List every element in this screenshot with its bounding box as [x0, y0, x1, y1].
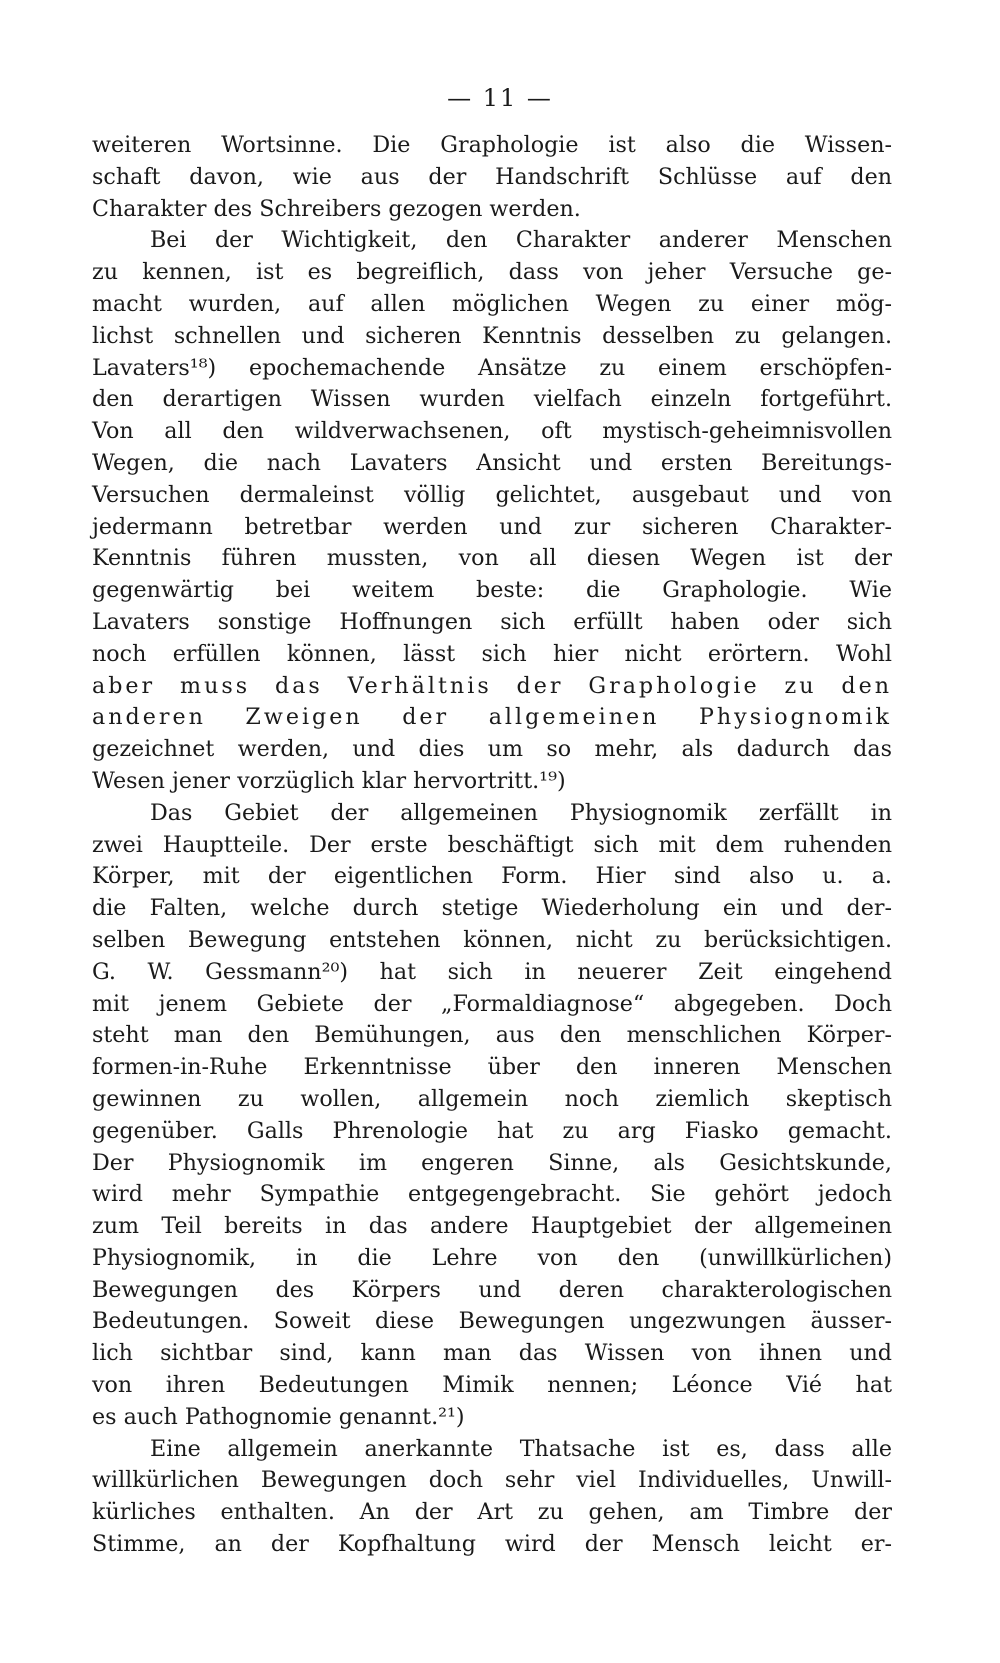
text-line: Der Physiognomik im engeren Sinne, als Gesichtskunde, — [92, 1149, 892, 1176]
text-line: mit jenem Gebiete der „Formaldiagnose“ abgegeben. Doch — [92, 990, 892, 1017]
text-line: steht man den Bemühungen, aus den menschlichen Körper- — [92, 1022, 892, 1049]
text-line: Lavaters¹⁸) epochemachende Ansätze zu einem erschöpfen- — [92, 354, 892, 381]
text-line: zu kennen, ist es begreiflich, dass von jeher Versuche ge- — [92, 259, 892, 286]
text-line: Bedeutungen. Soweit diese Bewegungen ungezwungen äusser- — [92, 1308, 892, 1335]
text-line: macht wurden, auf allen möglichen Wegen zu einer mög- — [92, 290, 892, 317]
text-line: die Falten, welche durch stetige Wiederholung ein und der- — [92, 895, 892, 922]
text-line: gezeichnet werden, und dies um so mehr, als dadurch das — [92, 736, 892, 763]
text-line: lich sichtbar sind, kann man das Wissen von ihnen und — [92, 1340, 892, 1367]
text-line: Bewegungen des Körpers und deren charakterologischen — [92, 1276, 892, 1303]
text-line: zwei Hauptteile. Der erste beschäftigt sich mit dem ruhenden — [92, 831, 892, 858]
text-line: den derartigen Wissen wurden vielfach einzeln fortgeführt. — [92, 386, 892, 413]
text-line: Körper, mit der eigentlichen Form. Hier sind also u. a. — [92, 863, 892, 890]
text-line: weiteren Wortsinne. Die Graphologie ist also die Wissen- — [92, 132, 892, 158]
text-line: formen-in-Ruhe Erkenntnisse über den inneren Menschen — [92, 1054, 892, 1081]
text-line: wird mehr Sympathie entgegengebracht. Sie gehört jedoch — [92, 1181, 892, 1208]
text-line: gegenüber. Galls Phrenologie hat zu arg Fiasko gemacht. — [92, 1117, 892, 1144]
text-line: Physiognomik, in die Lehre von den (unwillkürlichen) — [92, 1244, 892, 1271]
text-line: zum Teil bereits in das andere Hauptgebiet der allgemeinen — [92, 1213, 892, 1240]
text-line: Das Gebiet der allgemeinen Physiognomik zerfällt in — [150, 799, 892, 826]
text-line: Versuchen dermaleinst völlig gelichtet, ausgebaut und von — [92, 481, 892, 508]
text-line: Kenntnis führen mussten, von all diesen Wegen ist der — [92, 545, 892, 572]
text-line: es auch Pathognomie genannt.²¹) — [92, 1403, 465, 1430]
text-line: G. W. Gessmann²⁰) hat sich in neuerer Zeit eingehend — [92, 958, 892, 985]
text-line: schaft davon, wie aus der Handschrift Schlüsse auf den — [92, 163, 892, 190]
text-line: jedermann betretbar werden und zur sicheren Charakter- — [92, 513, 892, 540]
text-line: kürliches enthalten. An der Art zu gehen, am Timbre der — [92, 1499, 892, 1526]
text-line: von ihren Bedeutungen Mimik nennen; Léonce Vié hat — [92, 1372, 892, 1399]
text-line: Bei der Wichtigkeit, den Charakter anderer Menschen — [150, 227, 892, 254]
text-line: selben Bewegung entstehen können, nicht zu berücksichtigen. — [92, 926, 892, 953]
text-line: willkürlichen Bewegungen doch sehr viel Individuelles, Unwill- — [92, 1467, 892, 1494]
text-line: Von all den wildverwachsenen, oft mystisch-geheimnisvollen — [92, 418, 892, 445]
text-line: lichst schnellen und sicheren Kenntnis desselben zu gelangen. — [92, 322, 892, 349]
text-line: Stimme, an der Kopfhaltung wird der Mensch leicht er- — [92, 1531, 892, 1558]
text-line: Charakter des Schreibers gezogen werden. — [92, 195, 581, 222]
text-line: Eine allgemein anerkannte Thatsache ist es, dass alle — [150, 1435, 892, 1462]
text-line: Lavaters sonstige Hoffnungen sich erfüllt haben oder sich — [92, 608, 892, 635]
text-line: Wegen, die nach Lavaters Ansicht und ersten Bereitungs- — [92, 449, 892, 476]
text-line: aber muss das Verhältnis der Graphologie zu den — [92, 672, 892, 699]
text-line: gewinnen zu wollen, allgemein noch ziemlich skeptisch — [92, 1085, 892, 1112]
text-line: gegenwärtig bei weitem beste: die Graphologie. Wie — [92, 577, 892, 604]
page-number: — 11 — — [447, 84, 553, 112]
text-line: Wesen jener vorzüglich klar hervortritt.¹⁹) — [92, 767, 566, 794]
body-text — [92, 130, 892, 1561]
text-line: noch erfüllen können, lässt sich hier nicht erörtern. Wohl — [92, 640, 892, 667]
text-line: anderen Zweigen der allgemeinen Physiognomik — [92, 704, 892, 731]
